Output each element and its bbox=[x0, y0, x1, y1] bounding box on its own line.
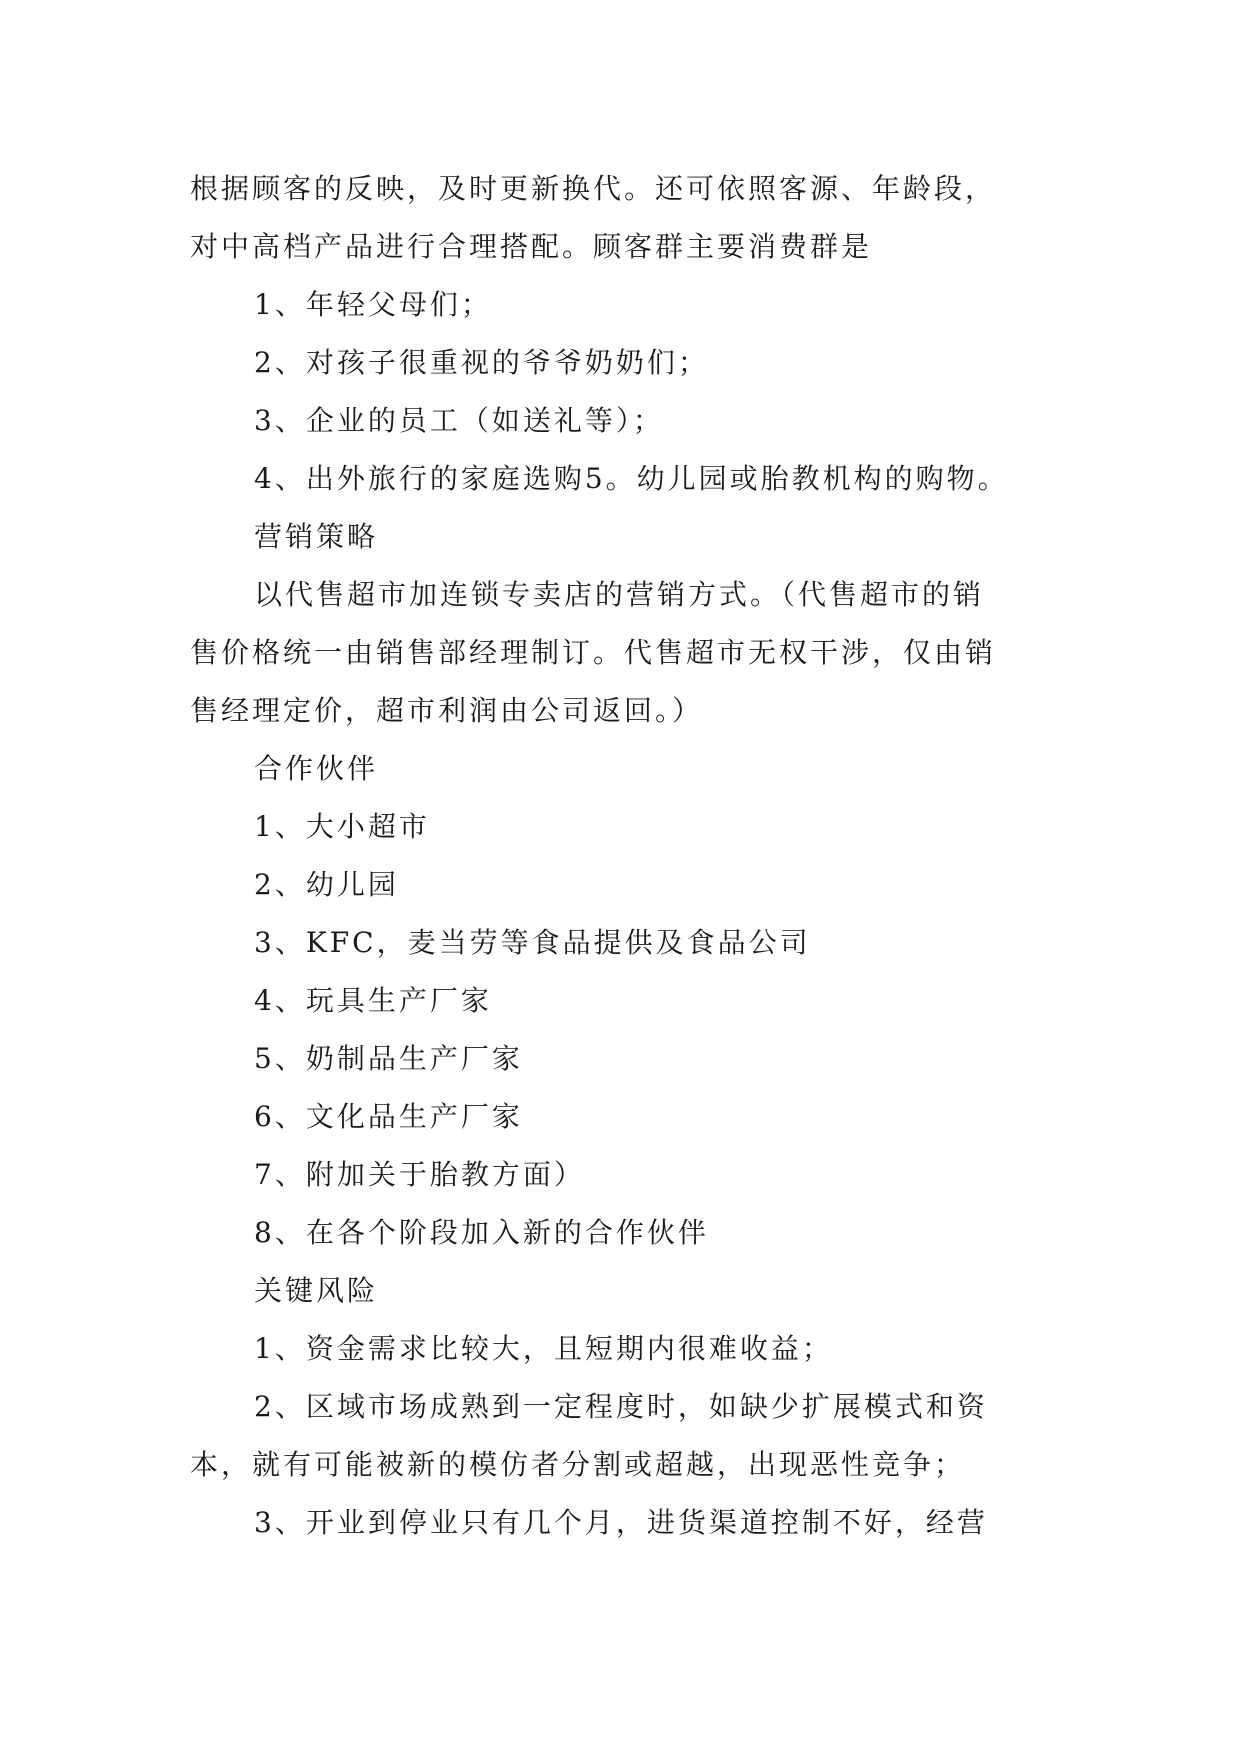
document-body bbox=[190, 160, 1050, 1552]
text-line: 对中高档产品进行合理搭配。顾客群主要消费群是 bbox=[190, 230, 873, 263]
text-line: 3、KFC，麦当劳等食品提供及食品公司 bbox=[254, 926, 811, 959]
text-line: 3、企业的员工（如送礼等）； bbox=[254, 404, 664, 437]
text-line: 关键风险 bbox=[254, 1274, 379, 1307]
text-line: 2、区域市场成熟到一定程度时，如缺少扩展模式和资 bbox=[254, 1390, 988, 1423]
text-line: 根据顾客的反映，及时更新换代。还可依照客源、年龄段， bbox=[190, 172, 997, 205]
text-line: 2、对孩子很重视的爷爷奶奶们； bbox=[254, 346, 709, 379]
text-line: 1、年轻父母们； bbox=[254, 288, 492, 321]
text-line: 1、大小超市 bbox=[254, 810, 430, 843]
text-line: 合作伙伴 bbox=[254, 752, 379, 785]
text-line: 售经理定价，超市利润由公司返回。） bbox=[190, 694, 704, 727]
text-line: 5、奶制品生产厂家 bbox=[254, 1042, 523, 1075]
text-line: 8、在各个阶段加入新的合作伙伴 bbox=[254, 1216, 709, 1249]
text-line: 6、文化品生产厂家 bbox=[254, 1100, 523, 1133]
text-line: 售价格统一由销售部经理制订。代售超市无权干涉，仅由销 bbox=[190, 636, 997, 669]
text-line: 4、出外旅行的家庭选购5。幼儿园或胎教机构的购物。 bbox=[254, 462, 1009, 495]
text-line: 2、幼儿园 bbox=[254, 868, 399, 901]
text-line: 7、附加关于胎教方面） bbox=[254, 1158, 585, 1191]
text-line: 3、开业到停业只有几个月，进货渠道控制不好，经营 bbox=[254, 1506, 988, 1539]
text-line: 营销策略 bbox=[254, 520, 379, 553]
text-line: 本，就有可能被新的模仿者分割或超越，出现恶性竞争； bbox=[190, 1448, 966, 1481]
text-line: 4、玩具生产厂家 bbox=[254, 984, 492, 1017]
text-line: 以代售超市加连锁专卖店的营销方式。（代售超市的销 bbox=[254, 578, 985, 611]
text-line: 1、资金需求比较大，且短期内很难收益； bbox=[254, 1332, 833, 1365]
